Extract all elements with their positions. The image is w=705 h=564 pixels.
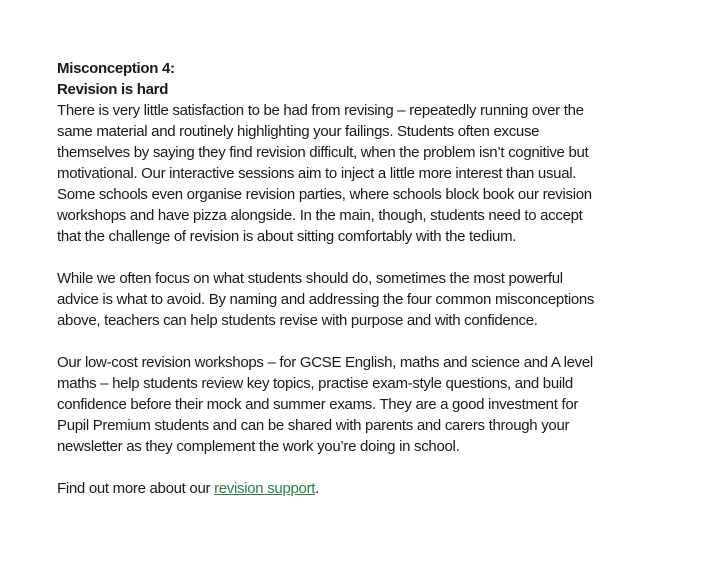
revision-support-link[interactable]: revision support [214,480,316,497]
text-line: Our low-cost revision workshops – for GCSE English, maths and science and A level [57,354,593,371]
text-line: maths – help students review key topics, practise exam-style questions, and build [57,375,573,392]
text-line: above, teachers can help students revise with purpose and with confidence. [57,312,538,329]
closing-prefix-text: Find out more about our [57,480,215,497]
closing-line [57,478,677,499]
text-line: same material and routinely highlighting your failings. Students often excuse [57,123,540,140]
text-line: themselves by saying they find revision difficult, when the problem isn’t cognitive but [57,144,589,161]
text-line: While we often focus on what students should do, sometimes the most powerful [57,270,563,287]
paragraph-revision-is-hard [57,100,677,247]
paragraph-workshops-promo [57,352,677,457]
text-line: confidence before their mock and summer exams. They are a good investment for [57,396,579,413]
text-line: There is very little satisfaction to be had from revising – repeatedly running over the [57,102,584,119]
document-page [57,58,677,499]
text-line: newsletter as they complement the work you’re doing in school. [57,438,460,455]
text-line: Pupil Premium students and can be shared with parents and carers through your [57,417,570,434]
heading-misconception-title: Revision is hard [57,81,169,98]
text-line: Some schools even organise revision parties, where schools block book our revision [57,186,592,203]
paragraph-summary-advice [57,268,677,331]
section-heading [57,58,677,100]
closing-suffix-text: . [315,480,320,497]
text-line: advice is what to avoid. By naming and addressing the four common misconceptions [57,291,595,308]
text-line: workshops and have pizza alongside. In the main, though, students need to accept [57,207,583,224]
text-line: motivational. Our interactive sessions aim to inject a little more interest than usual. [57,165,577,182]
text-line: that the challenge of revision is about sitting comfortably with the tedium. [57,228,517,245]
heading-misconception-number: Misconception 4: [57,60,175,77]
